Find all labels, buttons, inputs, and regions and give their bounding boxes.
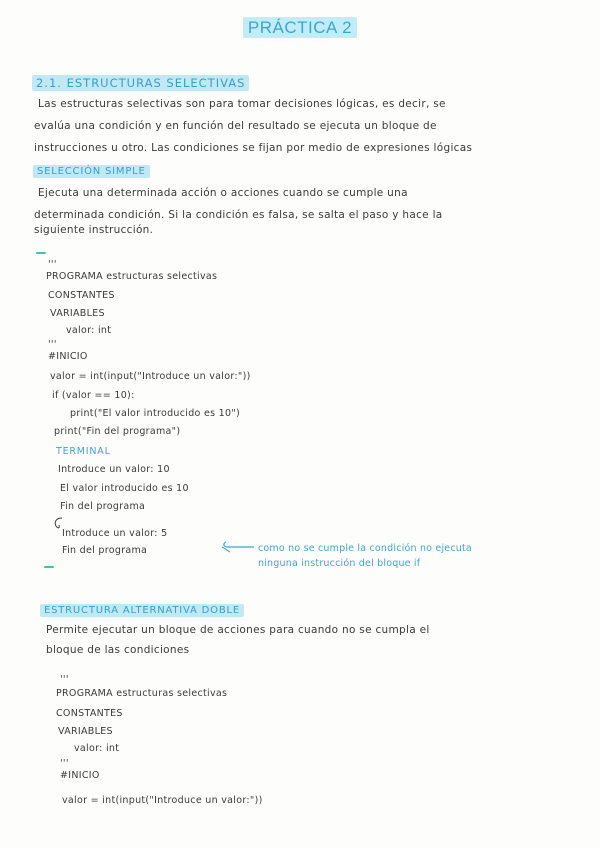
code-line: ''' xyxy=(48,339,57,350)
doble-desc-line-2: bloque de las condiciones xyxy=(46,644,190,656)
code-line: ''' xyxy=(60,758,69,769)
code-line: ''' xyxy=(60,674,69,685)
code-line: valor: int xyxy=(66,325,112,336)
code-line: print("El valor introducido es 10") xyxy=(70,408,241,419)
terminal-line: Fin del programa xyxy=(62,545,148,556)
code-line: CONSTANTES xyxy=(48,290,115,301)
code-line: VARIABLES xyxy=(58,726,113,737)
page-title xyxy=(0,18,600,38)
code-line: PROGRAMA estructuras selectivas xyxy=(56,688,228,699)
code-line: valor = int(input("Introduce un valor:")) xyxy=(62,795,263,806)
code-line: print("Fin del programa") xyxy=(54,426,181,437)
code-line: VARIABLES xyxy=(50,308,105,319)
annotation-line-1: como no se cumple la condición no ejecuta xyxy=(258,543,472,554)
page-title-text: PRÁCTICA 2 xyxy=(243,17,357,38)
code-line: PROGRAMA estructuras selectivas xyxy=(46,271,218,282)
terminal-label: TERMINAL xyxy=(56,446,111,457)
terminal-line: El valor introducido es 10 xyxy=(60,483,189,494)
intro-line-1: Las estructuras selectivas son para tomar decisiones lógicas, es decir, se xyxy=(38,98,446,110)
subsection-heading-doble xyxy=(40,598,244,617)
code-line: #INICIO xyxy=(60,770,100,781)
arrow-left-icon xyxy=(218,540,258,554)
code-line: valor = int(input("Introduce un valor:")) xyxy=(50,371,251,382)
code-line: CONSTANTES xyxy=(56,708,123,719)
subsection-heading-doble-text: ESTRUCTURA ALTERNATIVA DOBLE xyxy=(40,604,244,617)
intro-line-2: evalúa una condición y en función del resultado se ejecuta un bloque de xyxy=(34,120,437,132)
terminal-line: Introduce un valor: 10 xyxy=(58,464,170,475)
simple-desc-line-3: siguiente instrucción. xyxy=(34,224,154,236)
subsection-heading-simple xyxy=(33,159,150,178)
code-line: valor: int xyxy=(74,743,120,754)
section-heading xyxy=(32,72,249,91)
block-start-mark xyxy=(36,252,46,254)
code-line: if (valor == 10): xyxy=(52,390,135,401)
subsection-heading-simple-text: SELECCIÓN SIMPLE xyxy=(33,165,150,178)
code-line: #INICIO xyxy=(48,351,88,362)
doble-desc-line-1: Permite ejecutar un bloque de acciones para cuando no se cumpla el xyxy=(46,624,430,636)
terminal-line: Fin del programa xyxy=(60,501,146,512)
simple-desc-line-1: Ejecuta una determinada acción o acciones cuando se cumple una xyxy=(38,187,408,199)
simple-desc-line-2: determinada condición. Si la condición es falsa, se salta el paso y hace la xyxy=(34,209,443,221)
code-line: ''' xyxy=(48,259,57,270)
block-end-mark xyxy=(44,566,54,568)
annotation-line-2: ninguna instrucción del bloque if xyxy=(258,558,421,569)
intro-line-3: instrucciones u otro. Las condiciones se fijan por medio de expresiones lógicas xyxy=(34,142,473,154)
terminal-line: Introduce un valor: 5 xyxy=(62,528,168,539)
section-heading-text: 2.1. ESTRUCTURAS SELECTIVAS xyxy=(32,75,249,91)
